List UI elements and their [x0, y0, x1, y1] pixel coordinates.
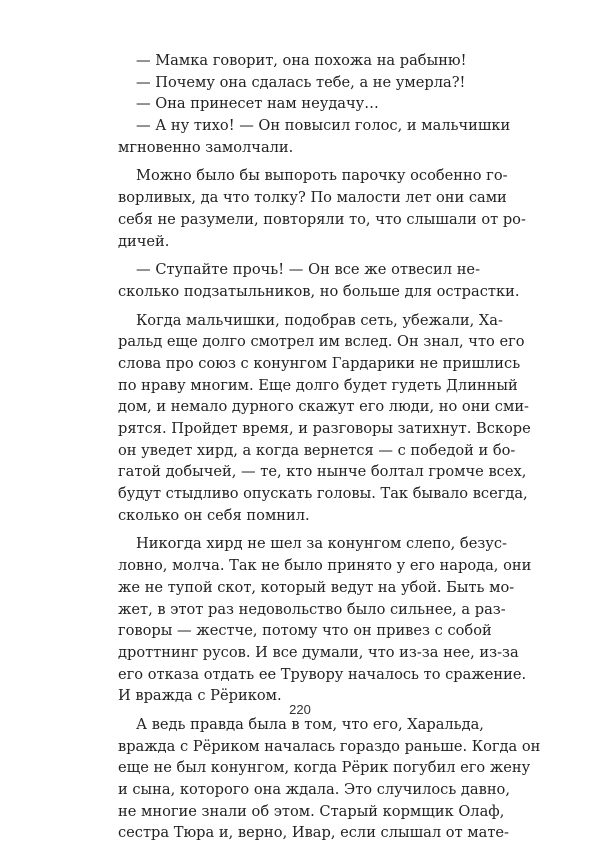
text-line: гатой добычей, — те, кто нынче болтал громче всех, [118, 463, 527, 481]
text-line: же не тупой скот, который ведут на убой. Быть мо- [118, 578, 515, 596]
text-line: жет, в этот раз недовольство было сильнее, а раз- [118, 600, 506, 618]
text-line: не многие знали об этом. Старый кормщик Олаф, [118, 802, 505, 820]
text-line: — Ступайте прочь! — Он все же отвесил не- [136, 261, 480, 279]
text-line: — Мамка говорит, она похожа на рабыню! [136, 52, 467, 69]
text-line: мгновенно замолчали. [118, 138, 294, 156]
text-line: ральд еще долго смотрел им вслед. Он знал, что его [118, 333, 525, 351]
text-line: он уведет хирд, а когда вернется — с победой и бо- [118, 441, 516, 459]
text-line: А ведь правда была в том, что его, Харальда, [136, 715, 484, 733]
text-line: И вражда с Рёриком. [118, 687, 282, 705]
text-line: сколько он себя помнил. [118, 506, 310, 524]
text-line: дроттнинг русов. И все думали, что из-за нее, из-за [118, 643, 519, 661]
text-line: — Она принесет нам неудачу… [136, 95, 379, 113]
text-line: дом, и немало дурного скажут его люди, но они сми- [118, 398, 529, 416]
text-line: будут стыдливо опускать головы. Так бывало всегда, [118, 485, 528, 503]
body-text [118, 50, 541, 844]
text-line: дичей. [118, 232, 170, 250]
text-line: и сына, которого она ждала. Это случилось давно, [118, 781, 510, 798]
text-line: его отказа отдать ее Трувору началось то сражение. [118, 665, 527, 683]
text-line: — Почему она сдалась тебе, а не умерла?! [136, 73, 466, 91]
text-line: Когда мальчишки, подобрав сеть, убежали, Ха- [136, 311, 503, 329]
text-line: Никогда хирд не шел за конунгом слепо, безус- [136, 535, 507, 553]
text-line: вражда с Рёриком началась гораздо раньше. Когда он [118, 737, 541, 755]
text-line: говоры — жестче, потому что он привез с собой [118, 622, 492, 640]
text-line: рятся. Пройдет время, и разговоры затихнут. Вскоре [118, 420, 531, 437]
text-line: Можно было бы выпороть парочку особенно го- [136, 167, 508, 185]
page-number: 220 [289, 702, 311, 717]
text-line: — А ну тихо! — Он повысил голос, и мальчишки [136, 117, 511, 135]
text-line: сестра Тюра и, верно, Ивар, если слышал от мате- [118, 824, 509, 842]
text-line: сколько подзатыльников, но больше для острастки. [118, 282, 520, 300]
text-line: еще не был конунгом, когда Рёрик погубил его жену [118, 759, 531, 777]
text-line: ворливых, да что толку? По малости лет они сами [118, 189, 507, 207]
text-line: слова про союз с конунгом Гардарики не пришлись [118, 354, 521, 372]
text-line: по нраву многим. Еще долго будет гудеть Длинный [118, 376, 518, 394]
text-line: себя не разумели, повторяли то, что слышали от ро- [118, 210, 526, 228]
text-line: ловно, молча. Так не было принято у его народа, они [118, 557, 532, 575]
